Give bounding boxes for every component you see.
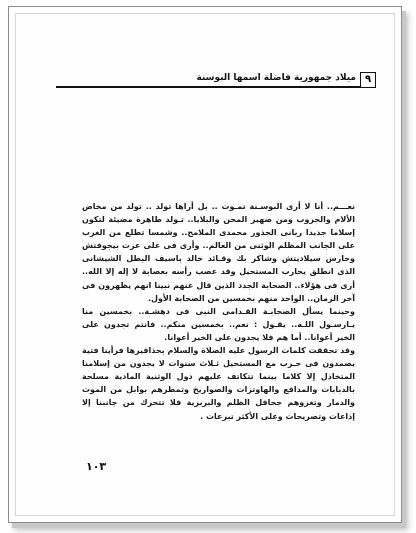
paragraph: نعـــم.. أنا لا أرى البوسـنة تمـوت .. بل أراها تولد .. تولد من مخاض الألام والحروب ومن صهير المحن والبلايا.. تـولد طاهرة مضيئة لتكون إسلاما جديدا ربانى الجذور محمدى الملامح.. وشمسا تطلع من الغرب على الجانب المظلم الوثنى من العالم.. وأرى فى على عزت بيجوفتش وحارس سيلاديتش وشاكر بك وقـائد خالد باسيف البطل الشيشانى الذى انطلق يحارب المستحيل وقد عصب رأسه بعصابة لا إله إلا الله.. أرى فى هؤلاء.. الصحابة الجدد الذين قال عنهم نبينا انهم يظهرون فى آخر الزمان.. الواحد منهم بخمسين من الصحابة الأول.	[82, 202, 355, 303]
running-header-title: ميلاد جمهورية فاضلة اسمها البوسنة	[196, 73, 356, 83]
running-header	[56, 72, 376, 88]
book-page	[15, 13, 395, 516]
body-text	[82, 200, 355, 423]
book-page-frame	[8, 6, 402, 523]
paragraph: وقد تحققت كلمات الرسول عليه الصلاة والسلام بحذافيرها فرأينا فتية يصمدون فى حـرب مع المستحيل ثـلاث سنوات لا يجدون من إسلامنا المتخاذل إلا كلاما بينما تتكاتف عليهم دول الوثنية المادية مسلحة بالدبابات والمدافع والهاوتزات والصواريخ وتمطرهم بوابل من الموت والدمار وتغزوهم جحافل الظلم والبربرية فلا تتحرك من جانبنا إلا إذاعات وتصريحات وعلى الأكثر تبرعات .	[82, 346, 355, 421]
page-number: ١٠٣	[86, 460, 107, 473]
header-rule	[56, 86, 376, 88]
chapter-number-box: ٩	[360, 72, 376, 88]
paragraph: وحينما يسأل الصحابـة القـدامى النبى فى دهشـة.. بخمسين منا يـارسـول اللـه.. يقـول : نعم.. بخمسين منكم.. فانتم تجدون على الخير أعوانا.. أما هم فلا يجدون على الخير أعوانا.	[82, 306, 355, 342]
